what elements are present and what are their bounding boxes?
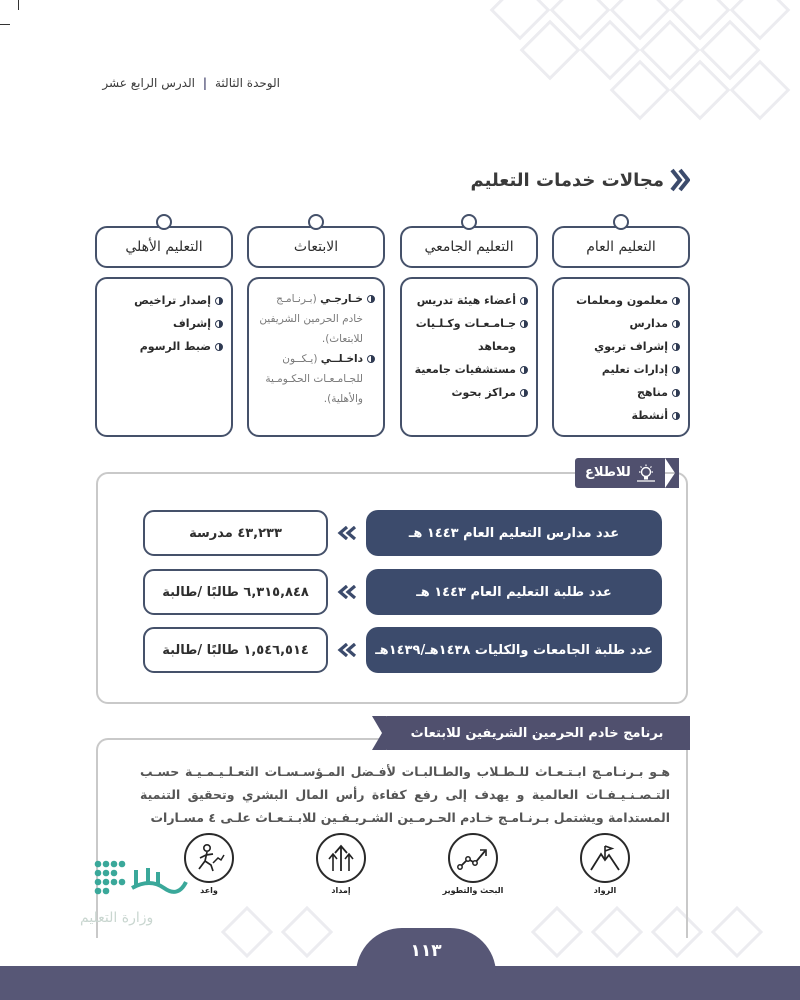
connector-knob	[308, 214, 324, 230]
list-item	[560, 335, 680, 358]
bullet-icon	[215, 297, 223, 305]
external-body: (بـرنـامـج	[276, 293, 317, 305]
tab-arrow-icon	[665, 458, 679, 488]
track-research	[418, 833, 528, 895]
list-item	[408, 381, 528, 404]
bullet-icon	[367, 295, 375, 303]
program-tab-text: برنامج خادم الحرمين الشريفين للابتعاث	[410, 725, 664, 741]
list-item	[560, 312, 680, 335]
page-number: ١١٣	[356, 928, 496, 974]
stat-label: عدد طلبة التعليم العام ١٤٤٣ هـ	[366, 569, 662, 615]
double-chevron-left-icon	[328, 510, 366, 556]
list-item-continued	[408, 335, 528, 358]
category-title: التعليم الأهلي	[125, 239, 203, 255]
double-chevron-icon	[670, 168, 690, 192]
page-header	[102, 76, 280, 90]
connector-knob	[613, 214, 629, 230]
growth-graph-icon	[448, 833, 498, 883]
stat-value: ١,٥٤٦,٥١٤ طالبًا /طالبة	[143, 627, 328, 673]
runner-icon	[184, 833, 234, 883]
internal-body: (يـكــون	[282, 353, 318, 365]
bullet-icon	[520, 320, 528, 328]
info-tab-text: للاطلاع	[585, 465, 631, 480]
bullet-icon	[520, 366, 528, 374]
list-item-text: مستشفيات جامعية	[414, 363, 516, 376]
bullet-icon	[520, 297, 528, 305]
category-header-private	[95, 226, 233, 268]
list-item	[408, 289, 528, 312]
bullet-icon	[672, 343, 680, 351]
list-item	[408, 358, 528, 381]
list-item-text: جـامـعـات وكـلـيات	[415, 317, 516, 330]
list-item-text: ومعاهد	[478, 340, 516, 353]
track-label: واعد	[200, 886, 218, 895]
list-item	[560, 289, 680, 312]
stat-row	[143, 510, 662, 556]
category-header-university	[400, 226, 538, 268]
external-head: خـارجـي	[320, 293, 363, 305]
list-item	[103, 289, 223, 312]
stat-label: عدد طلبة الجامعات والكليات ١٤٣٨هـ/١٤٣٩هـ	[366, 627, 662, 673]
list-item	[103, 312, 223, 335]
list-item-text: إشراف تربوي	[594, 340, 668, 353]
track-imdad	[286, 833, 396, 895]
bullet-icon	[520, 389, 528, 397]
list-item	[560, 404, 680, 427]
list-item-text: إشراف	[173, 317, 211, 330]
info-tab-label	[575, 458, 665, 488]
bullet-icon	[672, 366, 680, 374]
category-title: التعليم الجامعي	[424, 239, 514, 255]
list-item-continued: خادم الحرمين الشريفين للابتعاث).	[259, 313, 363, 345]
info-tab	[575, 458, 679, 488]
program-tab	[384, 716, 690, 750]
crop-mark	[0, 24, 10, 25]
category-title: التعليم العام	[586, 239, 656, 255]
stat-value: ٤٣,٢٣٣ مدرسة	[143, 510, 328, 556]
connector-knob	[156, 214, 172, 230]
list-item	[560, 358, 680, 381]
track-rowwad	[550, 833, 660, 895]
lesson-label: الدرس الرابع عشر	[102, 76, 195, 90]
section-title	[470, 168, 690, 192]
bullet-icon	[672, 412, 680, 420]
lightbulb-icon	[637, 464, 655, 482]
list-item-text	[282, 349, 363, 369]
mountain-flag-icon	[580, 833, 630, 883]
category-header-general	[552, 226, 690, 268]
list-item	[408, 312, 528, 335]
bullet-icon	[672, 389, 680, 397]
track-label: البحث والتطوير	[442, 886, 504, 895]
category-list-private	[95, 277, 233, 437]
unit-label: الوحدة الثالثة	[215, 76, 280, 90]
stat-label: عدد مدارس التعليم العام ١٤٤٣ هـ	[366, 510, 662, 556]
category-title: الابتعاث	[293, 239, 339, 255]
list-item-text: أنشطة	[631, 409, 668, 422]
list-item-text: إدارات تعليم	[601, 363, 668, 376]
list-item-text: أعضاء هيئة تدريس	[416, 294, 516, 307]
category-list-general	[552, 277, 690, 437]
stat-row	[143, 569, 662, 615]
tab-arrow-icon	[372, 716, 386, 750]
list-item-text: مراكز بحوث	[451, 386, 516, 399]
header-separator: |	[202, 76, 208, 90]
ministry-logo-word: وزارة التعليم	[80, 910, 154, 926]
internal-head: داخـلــي	[320, 353, 363, 365]
bullet-icon	[215, 320, 223, 328]
list-item-text: مدارس	[629, 317, 668, 330]
crop-mark	[18, 0, 19, 10]
list-item-text: ضبط الرسوم	[139, 340, 211, 353]
bullet-icon	[672, 297, 680, 305]
connector-knob	[461, 214, 477, 230]
bullet-icon	[367, 355, 375, 363]
track-label: إمداد	[331, 886, 351, 895]
list-item	[103, 335, 223, 358]
list-item-text: معلمون ومعلمات	[576, 294, 668, 307]
stat-value: ٦,٣١٥,٨٤٨ طالبًا /طالبة	[143, 569, 328, 615]
arrows-up-icon	[316, 833, 366, 883]
list-item-text: مناهج	[637, 386, 668, 399]
list-item-text: إصدار تراخيص	[134, 294, 211, 307]
list-item-text	[276, 289, 363, 309]
list-item	[560, 381, 680, 404]
bullet-icon	[215, 343, 223, 351]
bullet-icon	[672, 320, 680, 328]
list-item	[255, 349, 375, 369]
section-title-text: مجالات خدمات التعليم	[470, 169, 664, 191]
program-description: هـو بـرنـامـج ابـتـعـاث للـطـلاب والطـالبـات لأفـضل المـؤسـسـات التعـلـيـمـيـة حسـب التـصـنـيـفـات العالمية و يهدف إلى رفع كفاءة رأس المال البشري وتحقيق التنمية المستدامة ويشتمل بـرنـامـج خـادم الحـرمـين الشـريـفـين للابـتـعـاث علـى ٤ مسـارات	[140, 764, 670, 825]
category-header-scholarship	[247, 226, 385, 268]
ministry-logo	[92, 858, 188, 908]
category-list-scholarship	[247, 277, 385, 437]
list-item	[255, 289, 375, 309]
category-list-university	[400, 277, 538, 437]
stat-row	[143, 627, 662, 673]
double-chevron-left-icon	[328, 569, 366, 615]
track-label: الرواد	[593, 886, 617, 895]
double-chevron-left-icon	[328, 627, 366, 673]
list-item-continued: للجـامـعـات الحكـومـية والأهلية).	[265, 373, 363, 405]
